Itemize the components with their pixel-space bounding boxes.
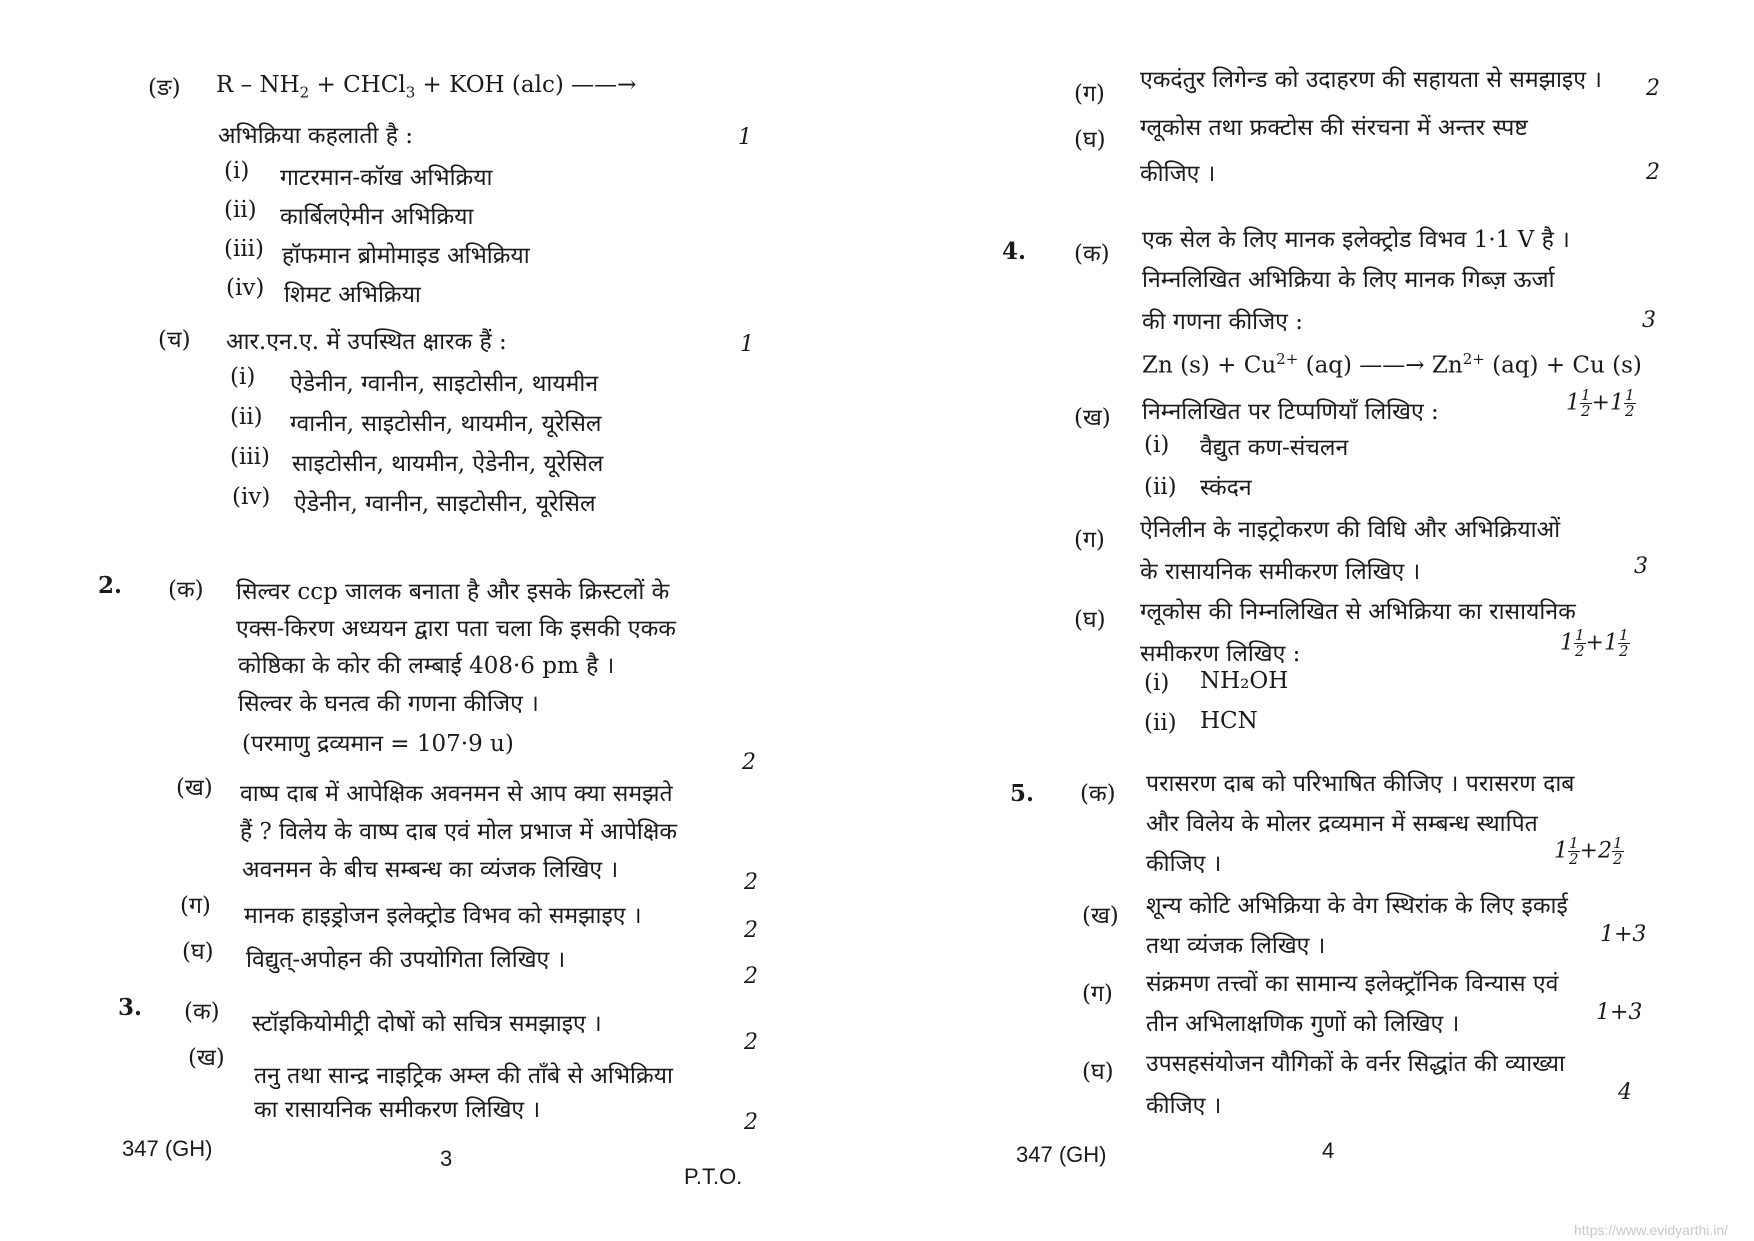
marks: 2 — [744, 918, 758, 943]
option-text: वैद्युत कण-संचलन — [1200, 435, 1349, 461]
marks: 2 — [744, 964, 758, 989]
question-line: सिल्वर के घनत्व की गणना कीजिए । — [238, 691, 539, 717]
question-label: (घ) — [1074, 607, 1106, 633]
marks: 2 — [1646, 76, 1660, 101]
question-number: 4. — [1002, 238, 1027, 265]
question-line: सिल्वर ccp जालक बनाता है और इसके क्रिस्टलों के — [236, 579, 670, 605]
question-label: (ख) — [1074, 405, 1111, 431]
option-text: कार्बिलऐमीन अभिक्रिया — [280, 204, 474, 230]
marks-fraction: 1 $\frac{1}{2}$ +1 $\frac{1}{2}$ — [1560, 626, 1629, 660]
marks: 4 — [1618, 1080, 1632, 1105]
option-text: हॉफमान ब्रोमोमाइड अभिक्रिया — [282, 243, 530, 269]
question-line: स्टॉइकियोमीट्री दोषों को सचित्र समझाइए । — [252, 1011, 602, 1037]
option-label: (iii) — [224, 236, 265, 262]
question-label: (ख) — [176, 775, 213, 801]
question-line: मानक हाइड्रोजन इलेक्ट्रोड विभव को समझाइए । — [244, 903, 642, 929]
marks: 2 — [1646, 160, 1660, 185]
question-label: (घ) — [1074, 127, 1106, 153]
marks: 1+3 — [1600, 922, 1647, 947]
marks: 3 — [1634, 554, 1648, 579]
marks: 2 — [744, 870, 758, 895]
option-text: ऐडेनीन, ग्वानीन, साइटोसीन, थायमीन — [290, 371, 599, 397]
marks: 2 — [744, 1030, 758, 1055]
question-line: की गणना कीजिए : — [1142, 309, 1303, 335]
question-line: ऐनिलीन के नाइट्रोकरण की विधि और अभिक्रियाओं — [1140, 517, 1561, 543]
option-label: (ii) — [1144, 710, 1177, 736]
question-line: निम्नलिखित पर टिप्पणियाँ लिखिए : — [1142, 399, 1439, 425]
question-line: और विलेय के मोलर द्रव्यमान में सम्बन्ध स्थापित — [1146, 811, 1538, 837]
option-text: NH₂OH — [1200, 668, 1289, 694]
question-line: तथा व्यंजक लिखिए । — [1146, 933, 1326, 959]
reaction-equation: R – $NH_2$ + CHCl$_3$ + KOH (alc) ——→ — [216, 72, 637, 102]
question-line: तीन अभिलाक्षणिक गुणों को लिखिए । — [1146, 1011, 1460, 1037]
option-label: (ii) — [230, 404, 263, 430]
option-label: (i) — [224, 158, 250, 184]
paper-code: 347 (GH) — [122, 1136, 213, 1161]
marks: 2 — [742, 750, 756, 775]
question-line: एक सेल के लिए मानक इलेक्ट्रोड विभव 1·1 V है । — [1142, 227, 1570, 253]
marks: 1+3 — [1596, 1000, 1643, 1025]
marks-fraction: 1 $\frac{1}{2}$ +2 $\frac{1}{2}$ — [1554, 834, 1623, 868]
question-number: 5. — [1010, 780, 1035, 807]
option-label: (iii) — [230, 444, 271, 470]
option-label: (i) — [230, 364, 256, 390]
option-label: (iv) — [232, 484, 271, 510]
reaction-equation: Zn $(s) + Cu^{2+}$ (aq) ——→ $Zn^{2+}$ (aq) + Cu (s) — [1142, 350, 1642, 379]
option-text: शिमट अभिक्रिया — [284, 282, 421, 308]
option-text: स्कंदन — [1200, 475, 1252, 501]
question-line: के रासायनिक समीकरण लिखिए । — [1140, 559, 1421, 585]
question-text: आर.एन.ए. में उपस्थित क्षारक हैं : — [226, 329, 507, 355]
question-line: शून्य कोटि अभिक्रिया के वेग स्थिरांक के लिए इकाई — [1146, 893, 1568, 919]
question-line: विद्युत्-अपोहन की उपयोगिता लिखिए । — [246, 947, 566, 973]
question-label: (ग) — [1074, 527, 1105, 553]
question-label: (क) — [168, 577, 204, 603]
question-line: ग्लूकोस तथा फ्रक्टोस की संरचना में अन्तर स्पष्ट — [1140, 115, 1528, 141]
question-line: परासरण दाब को परिभाषित कीजिए । परासरण दाब — [1146, 771, 1575, 797]
question-line: हैं ? विलेय के वाष्प दाब एवं मोल प्रभाज में आपेक्षिक — [240, 819, 678, 845]
question-line: एक्स-किरण अध्ययन द्वारा पता चला कि इसकी एकक — [236, 616, 676, 642]
question-line: कीजिए । — [1146, 851, 1222, 877]
option-text: ऐडेनीन, ग्वानीन, साइटोसीन, यूरेसिल — [294, 491, 596, 517]
option-text: साइटोसीन, थायमीन, ऐडेनीन, यूरेसिल — [292, 451, 604, 477]
question-line: निम्नलिखित अभिक्रिया के लिए मानक गिब्ज़ ऊर्जा — [1142, 267, 1555, 293]
question-line: उपसहसंयोजन यौगिकों के वर्नर सिद्धांत की व्याख्या — [1146, 1051, 1565, 1077]
option-text: ग्वानीन, साइटोसीन, थायमीन, यूरेसिल — [290, 411, 602, 437]
question-label: (ङ) — [148, 75, 181, 101]
question-label: (घ) — [182, 939, 214, 965]
question-label: (क) — [184, 999, 220, 1025]
question-label: (क) — [1074, 241, 1110, 267]
question-line: संक्रमण तत्त्वों का सामान्य इलेक्ट्रॉनिक विन्यास एवं — [1146, 971, 1559, 997]
question-label: (च) — [158, 327, 191, 353]
marks: 1 — [740, 332, 754, 357]
marks-fraction: 1 $\frac{1}{2}$ +1 $\frac{1}{2}$ — [1566, 386, 1635, 420]
question-number: 3. — [118, 994, 143, 1021]
question-label: (ग) — [180, 893, 211, 919]
question-label: (घ) — [1082, 1059, 1114, 1085]
option-label: (i) — [1144, 670, 1170, 696]
marks: 2 — [744, 1110, 758, 1135]
question-line: कोष्ठिका के कोर की लम्बाई 408·6 pm है । — [238, 653, 615, 679]
question-text: अभिक्रिया कहलाती है : — [218, 123, 414, 149]
question-label: (ख) — [1082, 903, 1119, 929]
question-line: एकदंतुर लिगेन्ड को उदाहरण की सहायता से समझाइए । — [1140, 67, 1602, 93]
question-line: कीजिए । — [1146, 1093, 1222, 1119]
marks: 3 — [1642, 308, 1656, 333]
option-label: (ii) — [1144, 474, 1177, 500]
option-label: (iv) — [226, 275, 265, 301]
option-text: गाटरमान-कॉख अभिक्रिया — [280, 165, 493, 191]
question-line: तनु तथा सान्द्र नाइट्रिक अम्ल की ताँबे से अभिक्रिया — [254, 1063, 673, 1089]
question-label: (क) — [1080, 781, 1116, 807]
watermark: https://www.evidyarthi.in/ — [1574, 1222, 1729, 1238]
question-line: समीकरण लिखिए : — [1140, 641, 1301, 667]
option-text: HCN — [1200, 708, 1258, 734]
question-label: (ग) — [1082, 981, 1113, 1007]
question-line: अवनमन के बीच सम्बन्ध का व्यंजक लिखिए । — [242, 857, 619, 883]
question-line: का रासायनिक समीकरण लिखिए । — [254, 1097, 541, 1123]
marks: 1 — [738, 125, 752, 150]
question-line: ग्लूकोस की निम्नलिखित से अभिक्रिया का रासायनिक — [1140, 599, 1576, 625]
question-line: वाष्प दाब में आपेक्षिक अवनमन से आप क्या समझते — [240, 781, 673, 807]
question-label: (ग) — [1074, 81, 1105, 107]
pto-label: P.T.O. — [684, 1164, 743, 1189]
question-number: 2. — [98, 572, 123, 599]
option-label: (ii) — [224, 197, 257, 223]
page-number: 3 — [440, 1146, 453, 1171]
page-number: 4 — [1322, 1138, 1335, 1163]
question-label: (ख) — [188, 1045, 225, 1071]
option-label: (i) — [1144, 432, 1170, 458]
paper-code: 347 (GH) — [1016, 1142, 1107, 1167]
question-line: कीजिए । — [1140, 161, 1216, 187]
question-line: (परमाणु द्रव्यमान = 107·9 u) — [242, 731, 514, 757]
